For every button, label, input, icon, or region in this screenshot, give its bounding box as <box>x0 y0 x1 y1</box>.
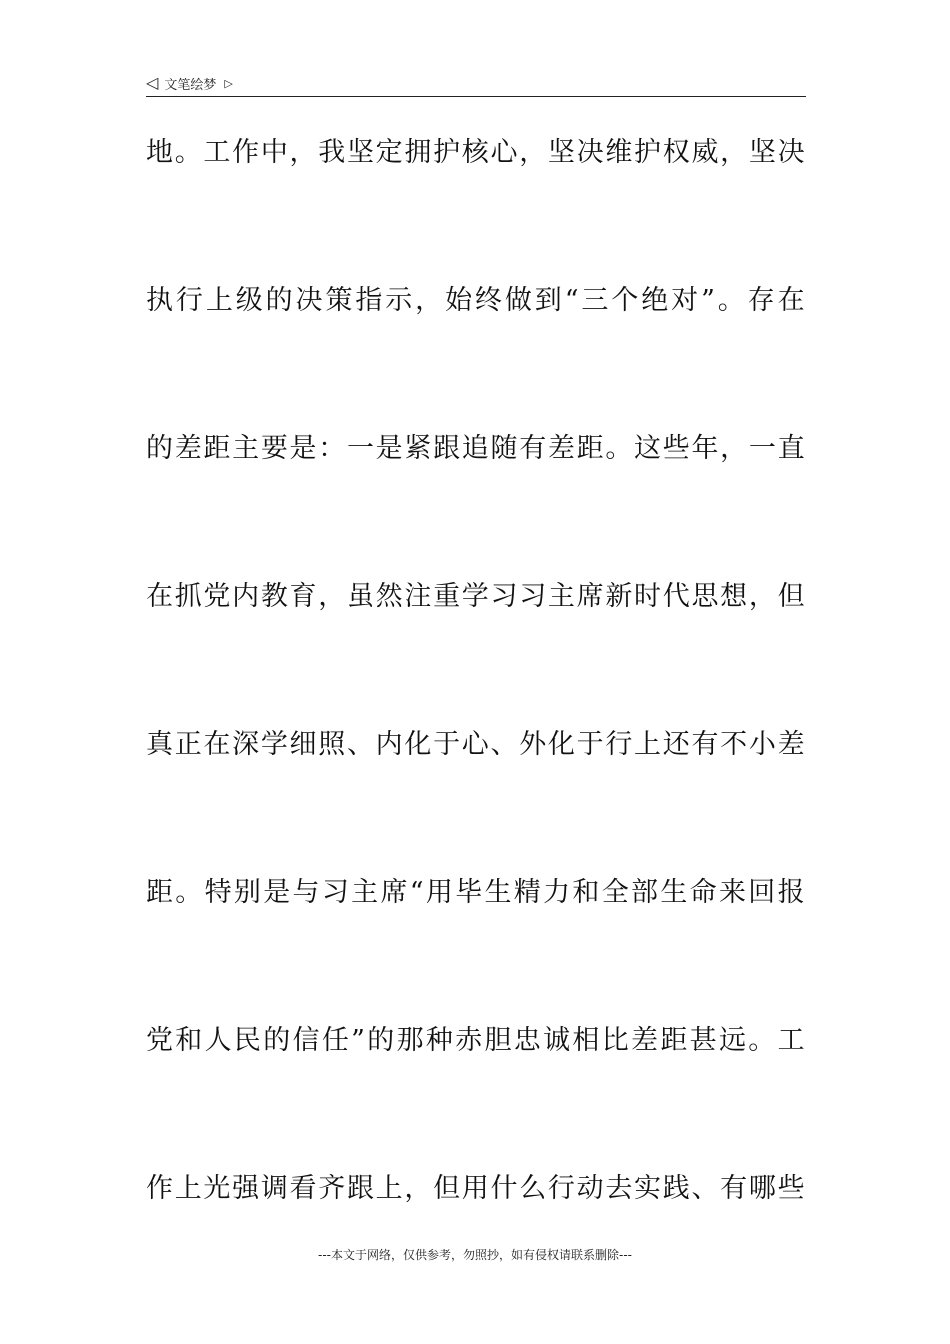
body-line: 作上光强调看齐跟上，但用什么行动去实践、有哪些 <box>146 1173 806 1204</box>
body-line: 的差距主要是：一是紧跟追随有差距。这些年，一直 <box>146 433 806 464</box>
body-line: 党和人民的信任”的那种赤胆忠诚相比差距甚远。工 <box>146 1025 806 1056</box>
body-line: 距。特别是与习主席“用毕生精力和全部生命来回报 <box>146 877 806 908</box>
body-line: 在抓党内教育，虽然注重学习习主席新时代思想，但 <box>146 581 806 612</box>
header-rule <box>146 96 806 97</box>
header-title: 文笔绘梦 <box>164 77 217 93</box>
body-line: 执行上级的决策指示，始终做到“三个绝对”。存在 <box>146 285 806 316</box>
footer-disclaimer: ---本文于网络，仅供参考，勿照抄，如有侵权请联系删除--- <box>318 1248 632 1262</box>
triangle-left-icon: ◁ <box>146 73 159 92</box>
body-line: 地。工作中，我坚定拥护核心，坚决维护权威，坚决 <box>146 137 806 168</box>
triangle-right-icon: ▷ <box>224 76 233 90</box>
page-header <box>146 72 233 94</box>
body-line: 真正在深学细照、内化于心、外化于行上还有不小差 <box>146 729 806 760</box>
